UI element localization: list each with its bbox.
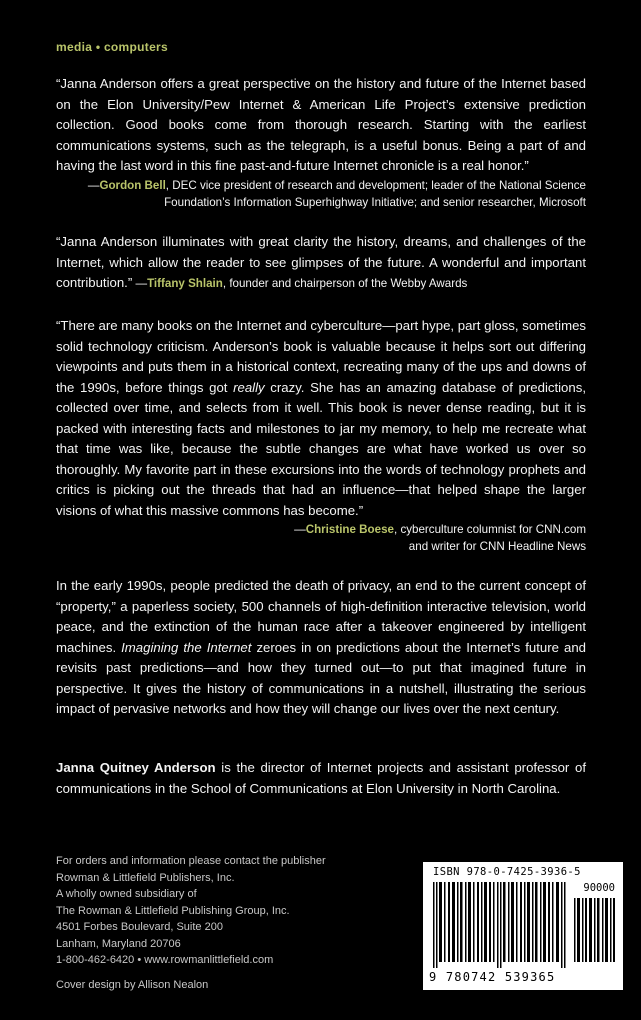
- publisher-line: 1-800-462-6420 • www.rowmanlittlefield.com: [56, 954, 274, 966]
- author-name: Christine Boese: [305, 523, 394, 536]
- quote-text: “Janna Anderson illuminates with great clarity the history, dreams, and challenges of the Internet, which allow the reader to see glimpses of the future. A wonderful and important contribution.”: [56, 234, 586, 290]
- publisher-line: The Rowman & Littlefield Publishing Group, Inc.: [56, 904, 290, 917]
- quote-text: “There are many books on the Internet and cyberculture—part hype, part gloss, sometimes solid technology criticism. Anderson’s book is valuable because it helps sort out differing viewpoints and puts them in a historical context, recreating many of the ups and downs of the 1990s, before things got really crazy. She has an amazing database of predictions, collected over time, and selects from it well. This book is never dense reading, but it is packed with interesting facts and milestones to jar my memory, to help me recreate what that time was like, because the subtle changes are what have worked us over so thoroughly. My favorite part in these excursions into the words of technology prophets and critics is picking out the threads that had an influence—that helped shape the larger visions of what this massive commons has become.”: [56, 318, 586, 518]
- quote-tiffany-shlain: [56, 232, 586, 295]
- publisher-info: [56, 853, 386, 993]
- quote-attribution: —Gordon Bell, DEC vice president of research and development; leader of the National Science Foundation’s Information Superhighway Initiative; and senior researcher, Microsoft: [87, 178, 586, 209]
- author-bio: Janna Quitney Anderson is the director of Internet projects and assistant professor of communications in the School of Communications at Elon University in North Carolina.: [56, 760, 586, 796]
- price-code: 90000: [583, 882, 615, 894]
- isbn-barcode: [423, 862, 623, 990]
- publisher-line: Lanham, Maryland 20706: [56, 937, 181, 950]
- author-name: Gordon Bell: [99, 178, 166, 192]
- quote-gordon-bell: [56, 74, 586, 211]
- publisher-line: 4501 Forbes Boulevard, Suite 200: [56, 921, 223, 933]
- book-title: Imagining the Internet: [121, 639, 252, 655]
- addon-barcode-bars: [573, 898, 617, 962]
- ean-number: 9 780742 539365: [429, 970, 556, 984]
- quote-attribution: —Tiffany Shlain, founder and chairperson of the Webby Awards: [132, 277, 468, 290]
- quote-christine-boese: [56, 316, 586, 555]
- category-label: media • computers: [56, 40, 168, 54]
- quote-emphasis: really: [233, 379, 265, 395]
- publisher-line: A wholly owned subsidiary of: [56, 888, 197, 900]
- quote-text: “Janna Anderson offers a great perspective on the history and future of the Internet based on the Elon University/Pew Internet & American Life Project’s extensive prediction collection. Good books come from thorough research. Starting with the earliest communications systems, such as the telegraph, is a useful bonus. Being a part of and having the last word in this fine past-and-future Internet chronicle is a real honor.”: [56, 76, 586, 173]
- ean-barcode-bars: [431, 882, 569, 968]
- publisher-line: Rowman & Littlefield Publishers, Inc.: [56, 871, 235, 884]
- cover-credit: Cover design by Allison Nealon: [56, 978, 209, 991]
- bio-author-name: Janna Quitney Anderson: [56, 760, 216, 775]
- quote-attribution: —Christine Boese, cyberculture columnist for CNN.com and writer for CNN Headline News: [294, 523, 586, 553]
- book-description: In the early 1990s, people predicted the death of privacy, an end to the current concept of “property,” a paperless society, 500 channels of high-definition interactive television, world peace, and the extinction of the human race after a takeover engineered by intelligent machines. Imagining the Internet zeroes in on predictions about the Internet’s future and revisits past predictions—and how they turned out—to put that imagined future in perspective. It gives the history of communications in a nutshell, illustrating the serious impact of pervasive networks and how they will change our lives over the next century.: [56, 578, 587, 716]
- isbn-number: ISBN 978-0-7425-3936-5: [433, 866, 581, 878]
- author-name: Tiffany Shlain: [147, 277, 223, 290]
- publisher-line: For orders and information please contact the publisher: [56, 855, 326, 867]
